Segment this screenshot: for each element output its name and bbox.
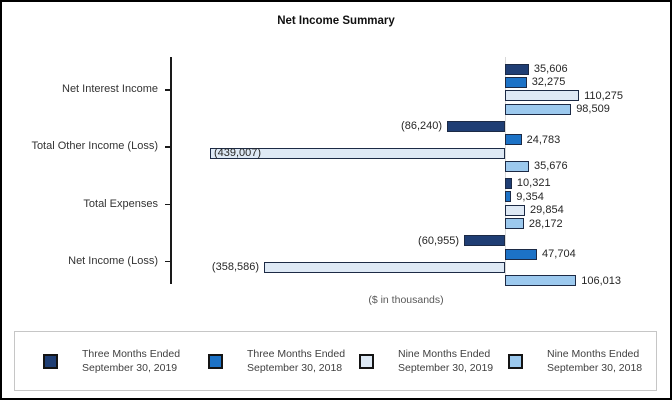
category-axis-line: [170, 57, 172, 284]
bar-value-label: 35,606: [533, 63, 568, 75]
bar-value-label: 35,676: [533, 160, 568, 173]
axis-tick: [165, 89, 170, 91]
bar: [505, 218, 524, 229]
bar-value-label: 24,783: [526, 133, 561, 146]
bar-value-label: 106,013: [581, 274, 621, 287]
legend: [14, 331, 657, 391]
legend-label: Three Months Ended September 30, 2019: [82, 348, 181, 374]
bar: [505, 161, 529, 172]
bar-value-label: 29,854: [530, 204, 564, 217]
bar-value-label: 32,275: [531, 76, 566, 89]
legend-label: Nine Months Ended September 30, 2019: [398, 348, 494, 374]
legend-label: Nine Months Ended September 30, 2018: [547, 348, 643, 374]
axis-tick: [165, 146, 170, 148]
chart-title: Net Income Summary: [277, 15, 395, 27]
legend-item: [359, 347, 493, 375]
bar: [505, 90, 579, 101]
legend-label: Three Months Ended September 30, 2018: [247, 348, 346, 374]
axis-tick: [165, 261, 170, 263]
bar: [264, 262, 505, 273]
bar-value-label: 10,321: [516, 177, 551, 190]
category-label: Net Interest Income: [62, 83, 158, 96]
legend-swatch-icon: [359, 354, 374, 369]
bar-value-label: (60,955): [418, 234, 460, 247]
category-label: Total Expenses: [83, 197, 158, 210]
legend-item: [508, 347, 642, 375]
bar: [505, 191, 511, 202]
bar-value-label: 28,172: [528, 217, 563, 230]
bar: [505, 205, 525, 216]
bar: [464, 235, 505, 246]
category-label: Total Other Income (Loss): [31, 140, 158, 153]
axis-tick: [165, 204, 170, 206]
bar: [505, 134, 522, 145]
bar: [505, 64, 529, 75]
bar-value-label: 98,509: [576, 103, 610, 116]
bar-value-label: (358,586): [211, 261, 260, 274]
bar-value-label: 47,704: [542, 248, 576, 260]
bar: [505, 77, 527, 88]
legend-swatch-icon: [43, 354, 58, 369]
bar: [505, 178, 512, 189]
axis-unit-note: ($ in thousands): [368, 294, 444, 306]
bar-value-label: 110,275: [584, 89, 624, 102]
legend-item: [43, 347, 180, 375]
bar: [505, 249, 537, 260]
bar: [505, 275, 576, 286]
legend-swatch-icon: [508, 354, 523, 369]
bar-value-label: 9,354: [516, 190, 544, 203]
bar: [447, 121, 505, 132]
bar: [505, 104, 571, 115]
bar-value-label: (86,240): [401, 120, 443, 133]
legend-item: [208, 347, 345, 375]
bar-value-label: (439,007): [213, 147, 262, 159]
category-label: Net Income (Loss): [68, 254, 158, 267]
legend-swatch-icon: [208, 354, 223, 369]
